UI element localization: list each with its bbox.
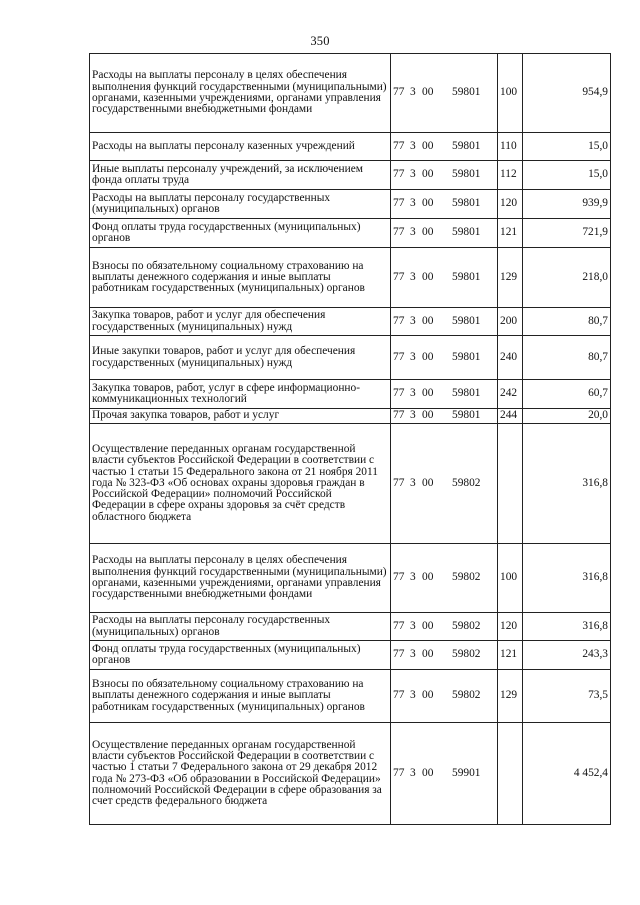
row-target-code: 77 3 00 59801 bbox=[391, 133, 498, 161]
row-description: Расходы на выплаты персоналу в целях обеспечения выполнения функций государственными (муниципальными) органами, казенными учреждениями, органами управления государственными внебюджетными фондами bbox=[90, 54, 391, 133]
page-number: 350 bbox=[310, 34, 330, 48]
row-expense-type: 120 bbox=[498, 190, 523, 219]
row-target-code: 77 3 00 59801 bbox=[391, 219, 498, 248]
table-row bbox=[90, 424, 611, 544]
row-amount: 243,3 bbox=[523, 641, 611, 670]
row-description: Расходы на выплаты персоналу в целях обеспечения выполнения функций государственными (муниципальными) органами, казенными учреждениями, органами управления государственными внебюджетными фондами bbox=[90, 544, 391, 613]
row-description: Осуществление переданных органам государственной власти субъектов Российской Федерации в соответствии с частью 1 статьи 15 Федерального закона от 21 ноября 2011 года № 323-ФЗ «Об основах охраны здоровья граждан в Российской Федерации» полномочий Российской Федерации в сфере охраны здоровья за счёт средств областного бюджета bbox=[90, 424, 391, 544]
row-description: Закупка товаров, работ и услуг для обеспечения государственных (муниципальных) нужд bbox=[90, 308, 391, 336]
row-target-code: 77 3 00 59801 bbox=[391, 380, 498, 409]
row-description: Расходы на выплаты персоналу казенных учреждений bbox=[90, 133, 391, 161]
row-target-code: 77 3 00 59802 bbox=[391, 613, 498, 641]
table-row bbox=[90, 544, 611, 613]
row-expense-type bbox=[498, 723, 523, 825]
row-description: Взносы по обязательному социальному страхованию на выплаты денежного содержания и иные выплаты работникам государственных (муниципальных) органов bbox=[90, 670, 391, 723]
row-amount: 15,0 bbox=[523, 133, 611, 161]
table-row bbox=[90, 54, 611, 133]
row-target-code: 77 3 00 59802 bbox=[391, 641, 498, 670]
table-row bbox=[90, 723, 611, 825]
row-target-code: 77 3 00 59801 bbox=[391, 409, 498, 424]
row-expense-type: 120 bbox=[498, 613, 523, 641]
row-expense-type: 121 bbox=[498, 641, 523, 670]
row-description: Расходы на выплаты персоналу государственных (муниципальных) органов bbox=[90, 190, 391, 219]
row-amount: 60,7 bbox=[523, 380, 611, 409]
row-amount: 316,8 bbox=[523, 424, 611, 544]
table-row bbox=[90, 219, 611, 248]
row-target-code: 77 3 00 59802 bbox=[391, 424, 498, 544]
table-row bbox=[90, 641, 611, 670]
row-amount: 80,7 bbox=[523, 308, 611, 336]
row-amount: 939,9 bbox=[523, 190, 611, 219]
row-amount: 4 452,4 bbox=[523, 723, 611, 825]
budget-table bbox=[89, 53, 611, 825]
table-row bbox=[90, 380, 611, 409]
row-amount: 218,0 bbox=[523, 248, 611, 308]
table-row bbox=[90, 133, 611, 161]
row-target-code: 77 3 00 59801 bbox=[391, 161, 498, 190]
row-amount: 80,7 bbox=[523, 336, 611, 380]
row-amount: 954,9 bbox=[523, 54, 611, 133]
row-target-code: 77 3 00 59901 bbox=[391, 723, 498, 825]
table-row bbox=[90, 190, 611, 219]
row-description: Взносы по обязательному социальному страхованию на выплаты денежного содержания и иные выплаты работникам государственных (муниципальных) органов bbox=[90, 248, 391, 308]
row-target-code: 77 3 00 59801 bbox=[391, 190, 498, 219]
row-target-code: 77 3 00 59802 bbox=[391, 670, 498, 723]
row-target-code: 77 3 00 59801 bbox=[391, 248, 498, 308]
table-row bbox=[90, 248, 611, 308]
row-expense-type: 100 bbox=[498, 54, 523, 133]
row-description: Иные закупки товаров, работ и услуг для обеспечения государственных (муниципальных) нужд bbox=[90, 336, 391, 380]
row-description: Расходы на выплаты персоналу государственных (муниципальных) органов bbox=[90, 613, 391, 641]
row-amount: 15,0 bbox=[523, 161, 611, 190]
row-target-code: 77 3 00 59801 bbox=[391, 54, 498, 133]
row-description: Фонд оплаты труда государственных (муниципальных) органов bbox=[90, 219, 391, 248]
row-description: Прочая закупка товаров, работ и услуг bbox=[90, 409, 391, 424]
row-expense-type: 200 bbox=[498, 308, 523, 336]
row-amount: 721,9 bbox=[523, 219, 611, 248]
row-amount: 20,0 bbox=[523, 409, 611, 424]
row-target-code: 77 3 00 59801 bbox=[391, 336, 498, 380]
row-amount: 316,8 bbox=[523, 613, 611, 641]
table-row bbox=[90, 613, 611, 641]
table-row bbox=[90, 409, 611, 424]
table-row bbox=[90, 670, 611, 723]
row-description: Иные выплаты персоналу учреждений, за исключением фонда оплаты труда bbox=[90, 161, 391, 190]
row-expense-type: 110 bbox=[498, 133, 523, 161]
row-description: Осуществление переданных органам государственной власти субъектов Российской Федерации в соответствии с частью 1 статьи 7 Федерального закона от 29 декабря 2012 года № 273-ФЗ «Об образовании в Российской Федерации» полномочий Российской Федерации в сфере образования за счет средств федерального бюджета bbox=[90, 723, 391, 825]
row-expense-type: 242 bbox=[498, 380, 523, 409]
row-target-code: 77 3 00 59802 bbox=[391, 544, 498, 613]
row-expense-type: 240 bbox=[498, 336, 523, 380]
table-row bbox=[90, 336, 611, 380]
row-expense-type bbox=[498, 424, 523, 544]
row-description: Закупка товаров, работ, услуг в сфере информационно-коммуникационных технологий bbox=[90, 380, 391, 409]
row-expense-type: 100 bbox=[498, 544, 523, 613]
row-amount: 73,5 bbox=[523, 670, 611, 723]
row-expense-type: 129 bbox=[498, 670, 523, 723]
row-amount: 316,8 bbox=[523, 544, 611, 613]
row-expense-type: 121 bbox=[498, 219, 523, 248]
row-description: Фонд оплаты труда государственных (муниципальных) органов bbox=[90, 641, 391, 670]
table-row bbox=[90, 161, 611, 190]
row-expense-type: 129 bbox=[498, 248, 523, 308]
row-expense-type: 244 bbox=[498, 409, 523, 424]
row-expense-type: 112 bbox=[498, 161, 523, 190]
row-target-code: 77 3 00 59801 bbox=[391, 308, 498, 336]
table-row bbox=[90, 308, 611, 336]
